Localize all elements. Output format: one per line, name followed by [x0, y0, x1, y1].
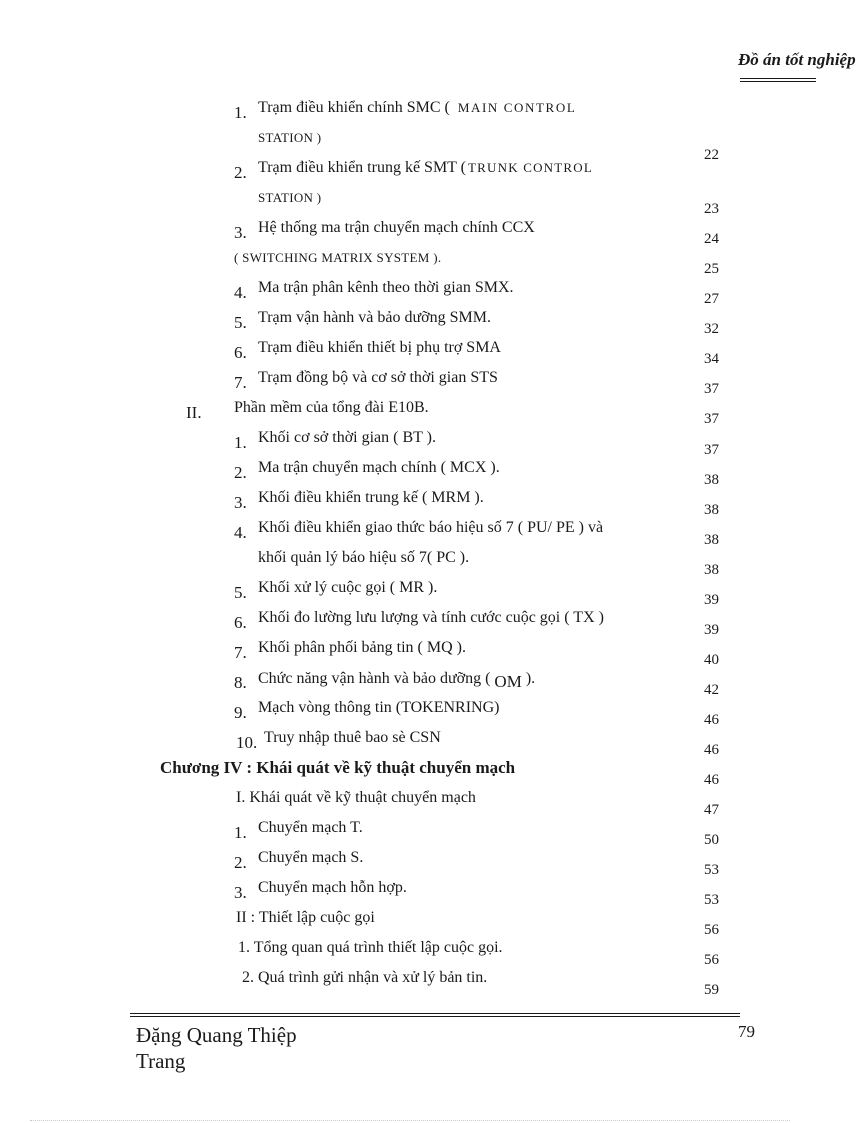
toc-num: 2. [234, 853, 247, 872]
toc-page-number: 47 [704, 802, 719, 818]
toc-page-number: 22 [704, 147, 719, 163]
header-rule [740, 81, 816, 82]
footer-page-label: Trang [136, 1049, 186, 1073]
section-heading: 1. Tổng quan quá trình thiết lập cuộc gọi. [238, 939, 503, 956]
toc-page-number: 38 [704, 532, 719, 548]
toc-page-number: 24 [704, 231, 719, 247]
toc-page-number: 46 [704, 742, 719, 758]
toc-num: 5. [234, 313, 247, 332]
toc-page-number: 56 [704, 922, 719, 938]
toc-entry: Trạm điều khiển trung kế SMT ( TRUNK CONTROL [258, 159, 594, 176]
toc-entry: Trạm điều khiển thiết bị phụ trợ SMA [258, 339, 501, 356]
section-heading: I. Khái quát về kỹ thuật chuyển mạch [236, 789, 476, 806]
toc-entry: Khối xử lý cuộc gọi ( MR ). [258, 579, 438, 596]
toc-entry: Khối đo lường lưu lượng và tính cước cuộc gọi ( TX ) [258, 609, 604, 626]
toc-roman: II. [186, 403, 202, 422]
footer-author-name: Đặng Quang Thiệp [136, 1023, 297, 1047]
toc-page-number: 39 [704, 622, 719, 638]
toc-entry: Chuyển mạch hỗn hợp. [258, 879, 407, 896]
toc-num: 7. [234, 373, 247, 392]
toc-entry-cont: STATION ) [258, 130, 322, 145]
toc-num: 1. [234, 823, 247, 842]
toc-num: 9. [234, 703, 247, 722]
toc-num: 6. [234, 613, 247, 632]
toc-entry: Khối phân phối bảng tin ( MQ ). [258, 639, 466, 656]
toc-entry: Mạch vòng thông tin (TOKENRING) [258, 699, 500, 716]
footer-author [136, 1022, 297, 1074]
toc-entry: Trạm vận hành và bảo dưỡng SMM. [258, 309, 491, 326]
page-bottom-dotted-line [30, 1120, 790, 1121]
footer-rule [130, 1013, 740, 1014]
toc-page-number: 53 [704, 892, 719, 908]
footer-page-number: 79 [738, 1022, 755, 1041]
toc-entry: Ma trận phân kênh theo thời gian SMX. [258, 279, 514, 296]
toc-num: 6. [234, 343, 247, 362]
toc-entry-cont: ( SWITCHING MATRIX SYSTEM ). [234, 250, 442, 265]
toc-page-number: 53 [704, 862, 719, 878]
toc-entry: Khối cơ sở thời gian ( BT ). [258, 429, 436, 446]
toc-num: 1. [234, 433, 247, 452]
toc-page-number: 38 [704, 502, 719, 518]
toc-page-number: 39 [704, 592, 719, 608]
toc-page-number: 40 [704, 652, 719, 668]
toc-entry: Trạm đồng bộ và cơ sở thời gian STS [258, 369, 498, 386]
section-heading: II : Thiết lập cuộc gọi [236, 909, 375, 926]
toc-page-number: 37 [704, 381, 719, 397]
toc-entry: Chức năng vận hành và bảo dưỡng ( OM ). [258, 670, 536, 691]
toc-num: 8. [234, 673, 247, 692]
chapter-heading: Chương IV : Khái quát về kỹ thuật chuyển mạch [160, 758, 516, 777]
header-title: Đồ án tốt nghiệp [738, 50, 856, 69]
toc-entry-cont: khối quản lý báo hiệu số 7( PC ). [258, 549, 470, 566]
toc-num: 2. [234, 163, 247, 182]
toc-num: 10. [236, 733, 258, 752]
toc-entry: Hệ thống ma trận chuyển mạch chính CCX [258, 219, 535, 236]
toc-page-number: 25 [704, 261, 719, 277]
toc-entry-cont: STATION ) [258, 190, 322, 205]
toc-num: 2. [234, 463, 247, 482]
toc-page-number: 46 [704, 772, 719, 788]
toc-num: 1. [234, 103, 247, 122]
toc-num: 3. [234, 883, 247, 902]
toc-page-number: 34 [704, 351, 719, 367]
section-heading: 2. Quá trình gửi nhận và xử lý bản tin. [242, 969, 488, 986]
toc-entry: Chuyển mạch S. [258, 849, 364, 866]
header-rule [740, 78, 816, 79]
toc-num: 4. [234, 523, 247, 542]
toc-page-number: 37 [704, 442, 719, 458]
toc-page-number: 37 [704, 411, 719, 427]
toc-entry: Ma trận chuyển mạch chính ( MCX ). [258, 459, 500, 476]
toc-page-number: 23 [704, 201, 719, 217]
toc-num: 5. [234, 583, 247, 602]
toc-page-number: 38 [704, 472, 719, 488]
toc-page-number: 38 [704, 562, 719, 578]
toc-entry: Truy nhập thuê bao sè CSN [264, 729, 441, 746]
toc-entry: Chuyển mạch T. [258, 819, 363, 836]
footer-rule [130, 1016, 740, 1017]
toc-entry: Khối điều khiển giao thức báo hiệu số 7 ( PU/ PE ) và [258, 519, 604, 536]
toc-page-number: 27 [704, 291, 719, 307]
toc-num: 3. [234, 223, 247, 242]
toc-num: 4. [234, 283, 247, 302]
toc-page-number: 46 [704, 712, 719, 728]
toc-page-number: 42 [704, 682, 719, 698]
toc-page-number: 50 [704, 832, 719, 848]
toc-entry: Khối điều khiển trung kế ( MRM ). [258, 489, 484, 506]
toc-num: 7. [234, 643, 247, 662]
toc-page-number: 59 [704, 982, 719, 998]
toc-page-number: 56 [704, 952, 719, 968]
toc-entry: Phần mềm của tổng đài E10B. [234, 399, 429, 416]
toc-num: 3. [234, 493, 247, 512]
toc-entry: Trạm điều khiển chính SMC ( MAIN CONTROL [258, 99, 577, 116]
toc-page-number: 32 [704, 321, 719, 337]
